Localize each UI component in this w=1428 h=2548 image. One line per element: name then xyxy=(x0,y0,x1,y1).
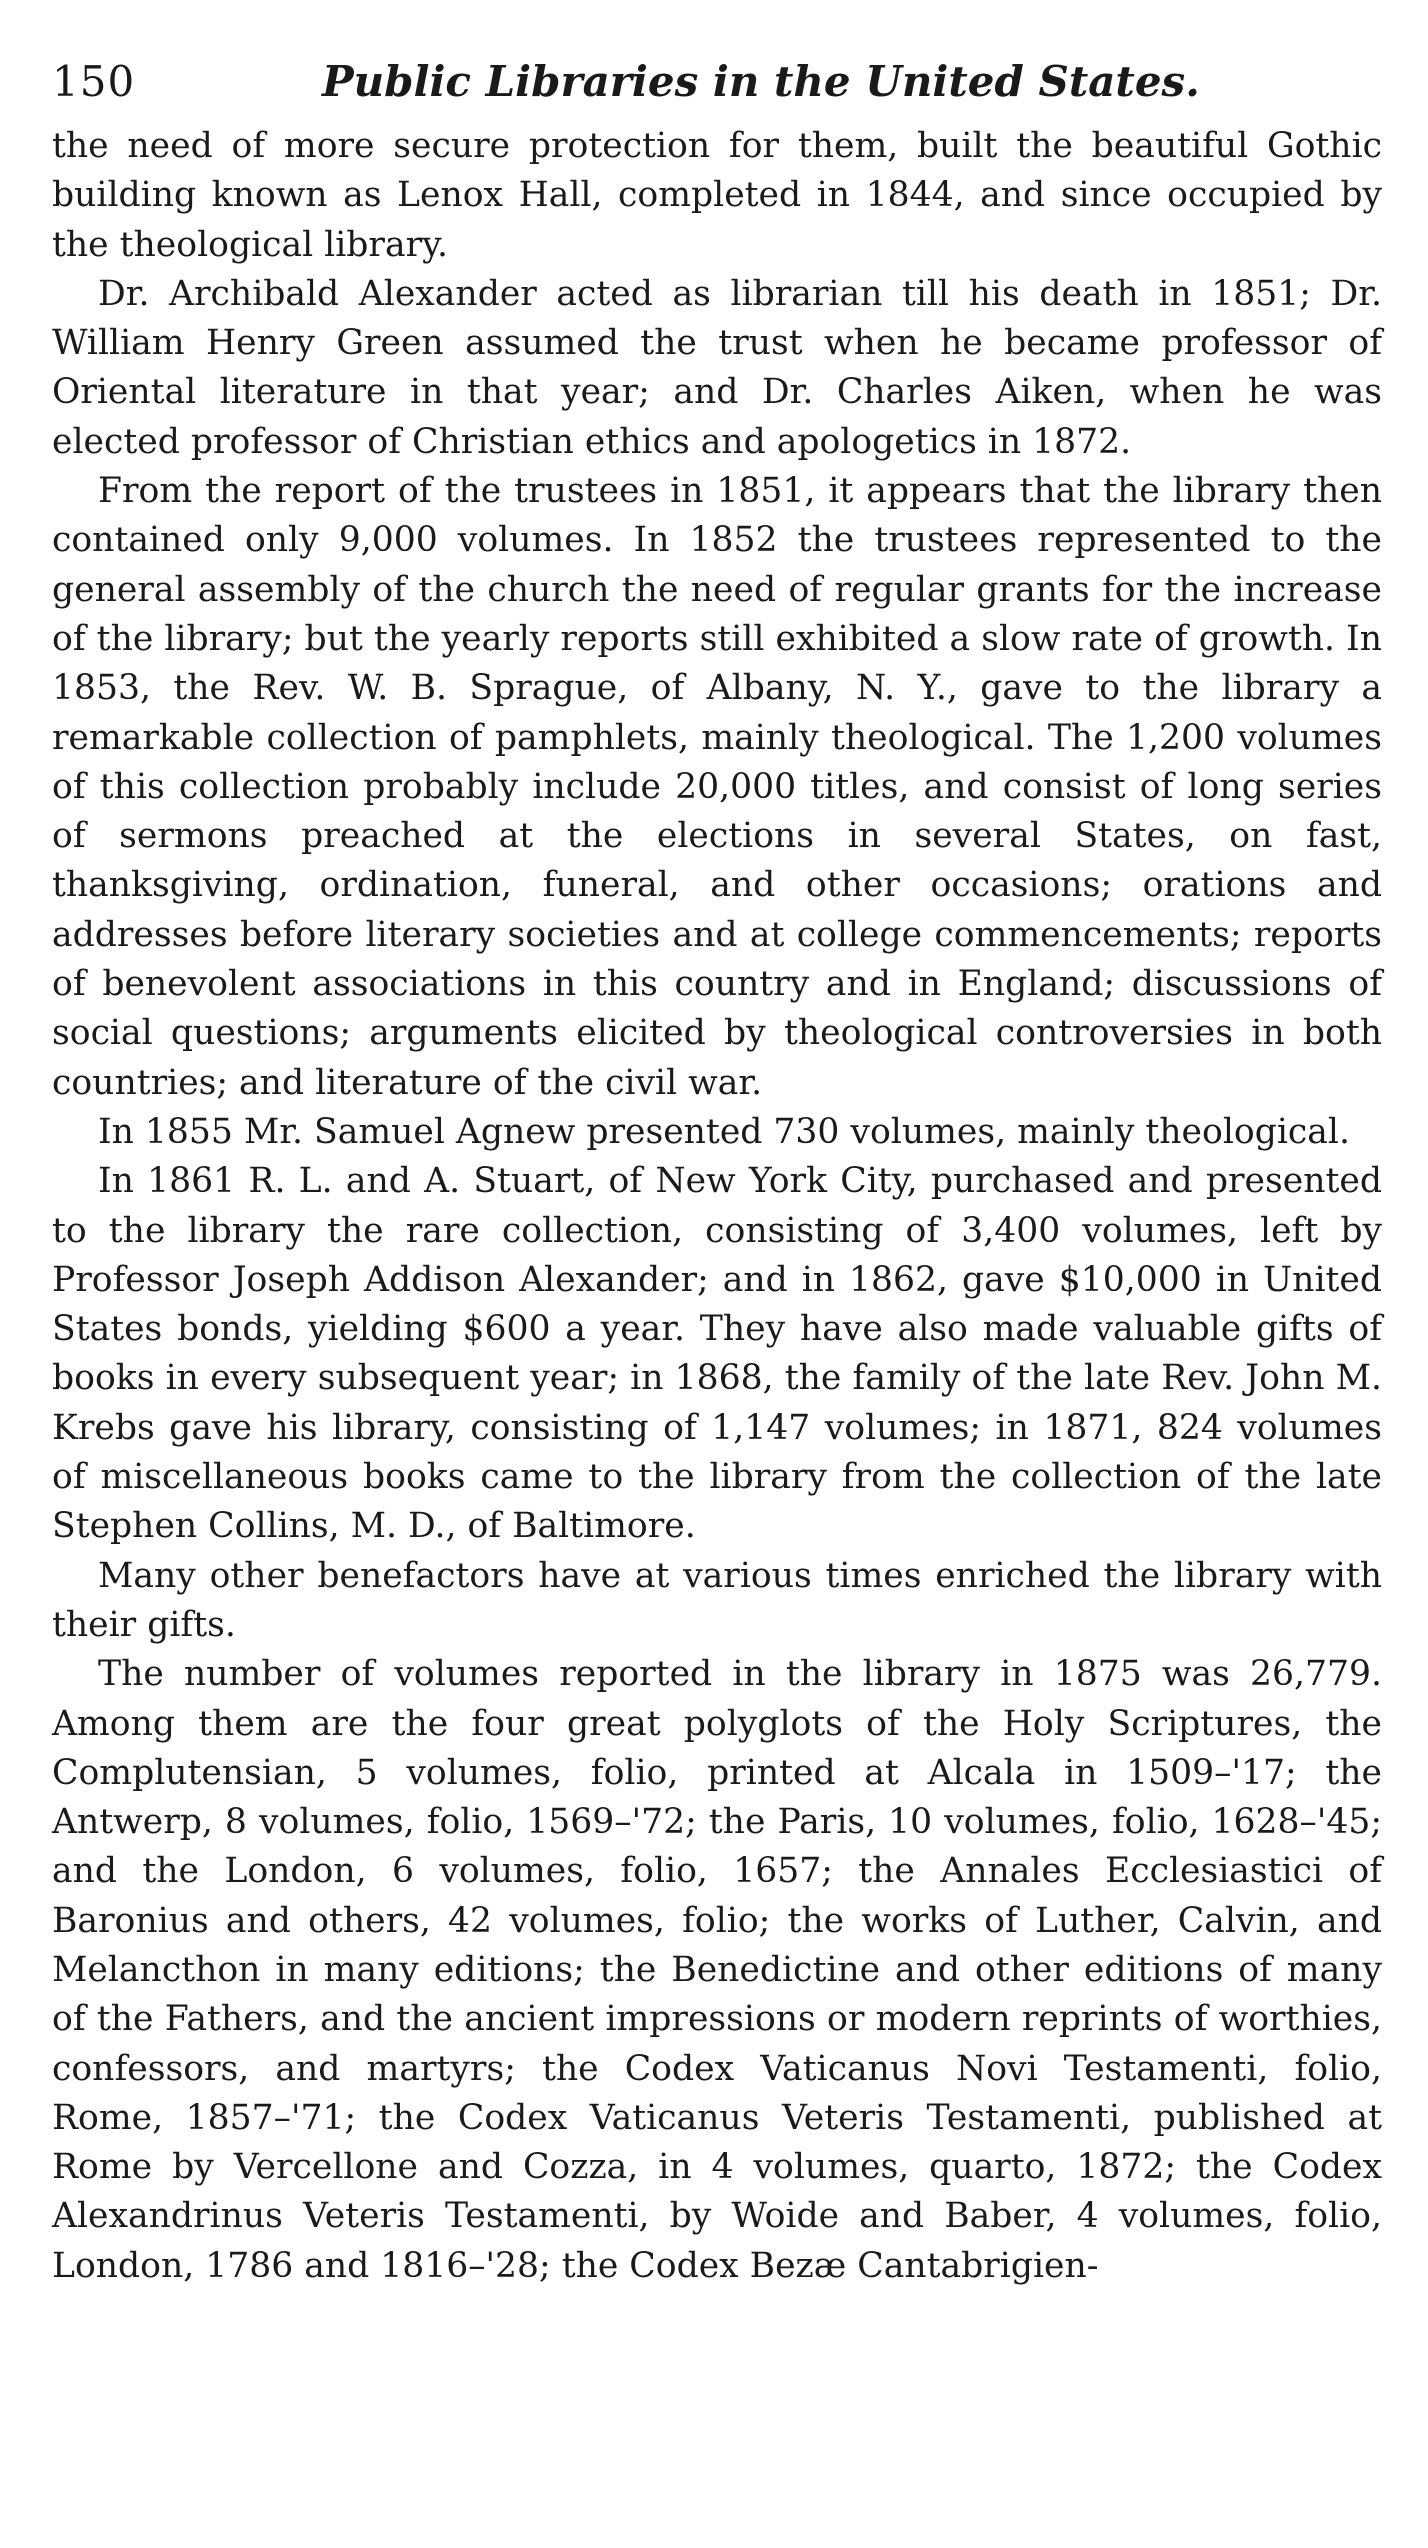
paragraph-lenox-hall: the need of more secure protection for them, built the beautiful Gothic building known as Lenox Hall, completed in 1844, and since occupied by the theological library. xyxy=(52,126,1382,265)
paragraph-benefactors: Many other benefactors have at various times enriched the library with their gifts. xyxy=(52,1555,1382,1645)
page-number: 150 xyxy=(52,57,136,106)
paragraph-librarians: Dr. Archibald Alexander acted as librarian till his death in 1851; Dr. William Henry Green assumed the trust when he became professor of Oriental literature in that year; and Dr. Charles Aiken, when he was elected professor of Christian ethics and apologetics in 1872. xyxy=(52,273,1382,462)
paragraph-stuart-gift: In 1861 R. L. and A. Stuart, of New York City, purchased and presented to the library the rare collection, consisting of 3,400 volumes, left by Professor Joseph Addison Alexander; and in 1862, gave $10,000 in United States bonds, yielding $600 a year. They have also made valuable gifts of books in every subsequent year; in 1868, the family of the late Rev. John M. Krebs gave his library, consisting of 1,147 volumes; in 1871, 824 volumes of miscellaneous books came to the library from the collection of the late Stephen Collins, M. D., of Baltimore. xyxy=(52,1161,1382,1547)
paragraph-agnew-gift: In 1855 Mr. Samuel Agnew presented 730 volumes, mainly theological. xyxy=(98,1111,1350,1152)
running-title: Public Libraries in the United States. xyxy=(322,57,1200,106)
paragraph-growth: From the report of the trustees in 1851, it appears that the library then contained only 9,000 volumes. In 1852 the trustees represented to the general assembly of the church the need of regular grants for the increase of the library; but the yearly reports still exhibited a slow rate of growth. In 1853, the Rev. W. B. Sprague, of Albany, N. Y., gave to the library a remarkable collection of pamphlets, mainly theological. The 1,200 volumes of this collection probably include 20,000 titles, and consist of long series of sermons preached at the elections in several States, on fast, thanksgiving, ordination, funeral, and other occasions; orations and addresses before literary societies and at college commencements; reports of benevolent associations in this country and in England; discussions of social questions; arguments elicited by theological controversies in both countries; and literature of the civil war. xyxy=(52,471,1382,1103)
body-text xyxy=(52,122,1382,2291)
paragraph-volume-count: The number of volumes reported in the library in 1875 was 26,779. Among them are the four great polyglots of the Holy Scriptures, the Complutensian, 5 volumes, folio, printed at Alcala in 1509–'17; the Antwerp, 8 volumes, folio, 1569–'72; the Paris, 10 volumes, folio, 1628–'45; and the London, 6 volumes, folio, 1657; the Annales Ecclesiastici of Baronius and others, 42 volumes, folio; the works of Luther, Calvin, and Melancthon in many editions; the Benedictine and other editions of many of the Fathers, and the ancient impressions or modern reprints of worthies, confessors, and martyrs; the Codex Vaticanus Novi Testamenti, folio, Rome, 1857–'71; the Codex Vaticanus Veteris Testamenti, published at Rome by Vercellone and Cozza, in 4 volumes, quarto, 1872; the Codex Alexandrinus Veteris Testamenti, by Woide and Baber, 4 volumes, folio, London, 1786 and 1816–'28; the Codex Bezæ Cantabrigien- xyxy=(52,1654,1382,2286)
page-header xyxy=(50,52,1380,112)
